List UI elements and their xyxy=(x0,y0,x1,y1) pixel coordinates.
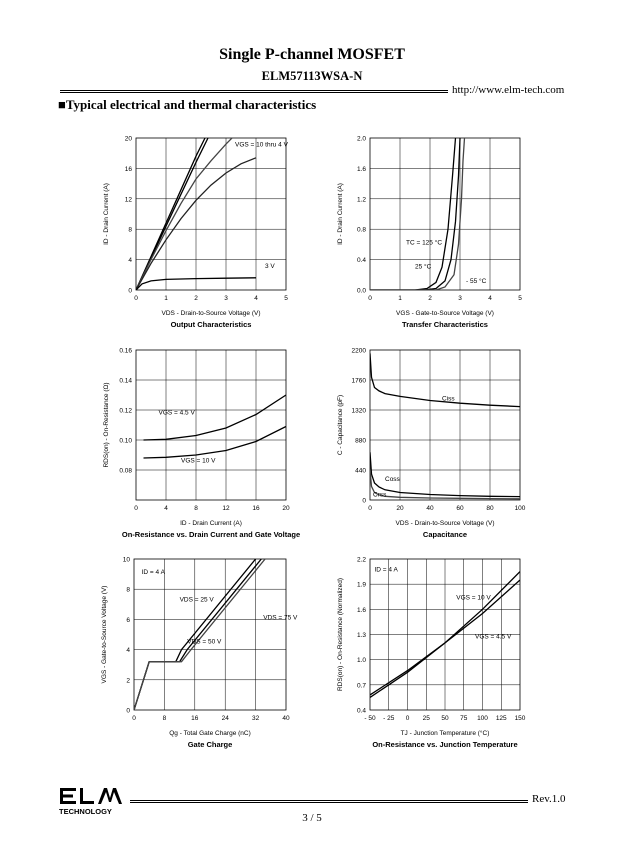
y-tick-label: 0.14 xyxy=(119,377,132,385)
chart-annotation: VGS = 10 V xyxy=(456,594,491,602)
chart-3 xyxy=(103,348,300,540)
y-tick-label: 2.2 xyxy=(356,556,366,564)
y-tick-label: 1.6 xyxy=(356,606,366,614)
y-tick-label: 0.12 xyxy=(119,407,132,415)
y-tick-label: 1.0 xyxy=(356,657,366,665)
y-tick-label: 6 xyxy=(126,616,130,624)
y-tick-label: 0 xyxy=(126,707,130,715)
y-tick-label: 0.8 xyxy=(356,226,366,234)
x-tick-label: - 25 xyxy=(383,715,395,722)
y-tick-label: 1.3 xyxy=(356,632,366,639)
part-number: ELM57113WSA-N xyxy=(261,69,363,83)
chart-annotation: 25 °C xyxy=(415,263,432,271)
chart-annotation: ID = 4 A xyxy=(374,566,398,574)
x-tick-label: 4 xyxy=(488,295,492,302)
chart-2 xyxy=(337,136,522,330)
footer-rule xyxy=(130,800,528,803)
x-tick-label: 5 xyxy=(284,295,288,302)
series-line xyxy=(370,138,456,290)
x-tick-label: 0 xyxy=(368,295,372,302)
y-tick-label: 4 xyxy=(126,647,130,655)
chart-annotation: - 55 °C xyxy=(466,278,487,286)
x-axis-label: TJ - Junction Temperature (°C) xyxy=(400,730,490,737)
x-axis-label: Qg - Total Gate Charge (nC) xyxy=(169,730,251,737)
document-title: Single P-channel MOSFET xyxy=(219,46,405,63)
y-tick-label: 4 xyxy=(128,257,132,265)
x-tick-label: 2 xyxy=(428,295,432,302)
x-tick-label: 16 xyxy=(252,505,260,512)
x-tick-label: 100 xyxy=(514,505,526,512)
series-line xyxy=(370,469,520,499)
chart-5 xyxy=(101,557,298,750)
chart-annotation: TC = 125 °C xyxy=(406,239,443,247)
x-tick-label: - 50 xyxy=(364,715,376,722)
y-axis-label: RDS(on) - On-Resistance (Ω) xyxy=(103,382,110,468)
y-tick-label: 0.16 xyxy=(119,347,132,355)
y-tick-label: 0 xyxy=(128,287,132,295)
x-tick-label: 50 xyxy=(441,715,449,722)
x-tick-label: 80 xyxy=(486,505,494,512)
x-tick-label: 40 xyxy=(426,505,434,512)
x-tick-label: 8 xyxy=(162,715,167,722)
y-tick-label: 1.6 xyxy=(356,165,366,173)
revision-label: Rev.1.0 xyxy=(532,793,566,805)
y-tick-label: 1320 xyxy=(351,407,366,415)
x-tick-label: 150 xyxy=(514,715,526,722)
x-tick-label: 1 xyxy=(164,295,168,302)
chart-annotation: VDS = 75 V xyxy=(263,614,298,622)
x-axis-label: VDS - Drain-to-Source Voltage (V) xyxy=(395,520,495,527)
x-tick-label: 16 xyxy=(191,715,199,722)
chart-annotation: VDS = 25 V xyxy=(179,596,214,604)
y-tick-label: 12 xyxy=(124,196,132,204)
y-axis-label: RDS(on) - On-Resistance (Normalized) xyxy=(337,577,344,692)
x-axis-label: VDS - Drain-to-Source Voltage (V) xyxy=(161,310,261,317)
chart-title: Transfer Characteristics xyxy=(402,320,488,329)
x-tick-label: 125 xyxy=(495,715,507,722)
plot-frame xyxy=(136,350,286,500)
y-tick-label: 8 xyxy=(126,586,130,594)
x-tick-label: 8 xyxy=(194,505,198,512)
y-tick-label: 1.2 xyxy=(356,196,366,204)
chart-title: On-Resistance vs. Drain Current and Gate Voltage xyxy=(121,530,301,539)
y-tick-label: 2.0 xyxy=(356,135,366,143)
chart-annotation: Coss xyxy=(385,475,400,483)
y-tick-label: 8 xyxy=(128,226,132,234)
x-tick-label: 3 xyxy=(458,295,462,302)
series-line xyxy=(134,559,261,710)
x-tick-label: 0 xyxy=(134,505,138,512)
x-tick-label: 0 xyxy=(134,295,138,302)
y-tick-label: 1.9 xyxy=(356,581,366,589)
chart-6 xyxy=(337,557,526,750)
x-tick-label: 0 xyxy=(368,505,372,512)
y-tick-label: 880 xyxy=(355,437,366,445)
chart-annotation: 3 V xyxy=(265,262,275,270)
chart-annotation: ID = 4 A xyxy=(141,569,165,577)
series-line xyxy=(144,395,287,440)
chart-title: On-Resistance vs. Junction Temperature xyxy=(372,740,518,749)
x-tick-label: 20 xyxy=(282,505,290,512)
plot-frame xyxy=(370,138,520,290)
x-tick-label: 4 xyxy=(254,295,258,302)
x-tick-label: 3 xyxy=(224,295,228,302)
chart-title: Output Characteristics xyxy=(170,320,252,329)
x-tick-label: 60 xyxy=(456,505,464,512)
y-axis-label: VGS - Gate-to-Source Voltage (V) xyxy=(101,585,108,684)
y-tick-label: 0.0 xyxy=(356,287,366,295)
chart-annotation: VGS = 10 thru 4 V xyxy=(235,141,288,149)
y-tick-label: 0.4 xyxy=(356,707,366,715)
y-tick-label: 0.10 xyxy=(119,437,132,445)
y-tick-label: 16 xyxy=(124,165,132,173)
x-tick-label: 75 xyxy=(460,715,468,722)
x-tick-label: 1 xyxy=(398,295,402,302)
x-tick-label: 0 xyxy=(132,715,136,722)
y-tick-label: 0.4 xyxy=(356,257,366,265)
x-tick-label: 4 xyxy=(164,505,168,512)
page-number: 3 / 5 xyxy=(302,812,322,824)
x-tick-label: 25 xyxy=(422,715,430,722)
y-tick-label: 2200 xyxy=(351,347,366,355)
x-tick-label: 0 xyxy=(405,715,410,722)
y-tick-label: 10 xyxy=(122,556,130,564)
x-axis-label: VGS - Gate-to-Source Voltage (V) xyxy=(396,310,494,317)
y-tick-label: 0 xyxy=(362,497,366,505)
y-tick-label: 1760 xyxy=(351,377,366,385)
x-axis-label: ID - Drain Current (A) xyxy=(180,520,242,527)
x-tick-label: 20 xyxy=(396,505,404,512)
y-tick-label: 0.7 xyxy=(356,682,366,690)
series-line xyxy=(370,452,520,496)
chart-title: Capacitance xyxy=(422,530,468,539)
chart-1 xyxy=(103,136,289,330)
chart-annotation: VGS = 10 V xyxy=(181,457,216,465)
x-tick-label: 24 xyxy=(221,715,229,722)
chart-annotation: VGS = 4.5 V xyxy=(158,409,195,417)
x-tick-label: 32 xyxy=(251,715,260,722)
chart-4 xyxy=(337,348,526,540)
section-heading: ■Typical electrical and thermal characteristics xyxy=(58,97,317,112)
chart-annotation: Ciss xyxy=(442,395,455,403)
x-tick-label: 2 xyxy=(194,295,198,302)
y-tick-label: 440 xyxy=(355,467,366,475)
logo-subtext: TECHNOLOGY xyxy=(59,807,112,816)
chart-annotation: Crss xyxy=(373,491,387,499)
plot-frame xyxy=(134,559,286,710)
x-tick-label: 40 xyxy=(282,715,290,722)
x-tick-label: 12 xyxy=(222,505,230,512)
chart-annotation: VDS = 50 V xyxy=(187,638,222,646)
y-tick-label: 20 xyxy=(124,135,132,143)
x-tick-label: 5 xyxy=(518,295,522,302)
y-tick-label: 2 xyxy=(126,677,130,685)
y-axis-label: C - Capacitance (pF) xyxy=(337,394,344,456)
y-tick-label: 0.08 xyxy=(119,467,132,475)
website-url[interactable]: http://www.elm-tech.com xyxy=(452,84,565,96)
y-axis-label: ID - Drain Current (A) xyxy=(103,183,110,245)
y-axis-label: ID - Drain Current (A) xyxy=(337,183,344,245)
chart-title: Gate Charge xyxy=(187,740,233,749)
x-tick-label: 100 xyxy=(477,715,488,722)
chart-annotation: VGS = 4.5 V xyxy=(475,633,512,641)
